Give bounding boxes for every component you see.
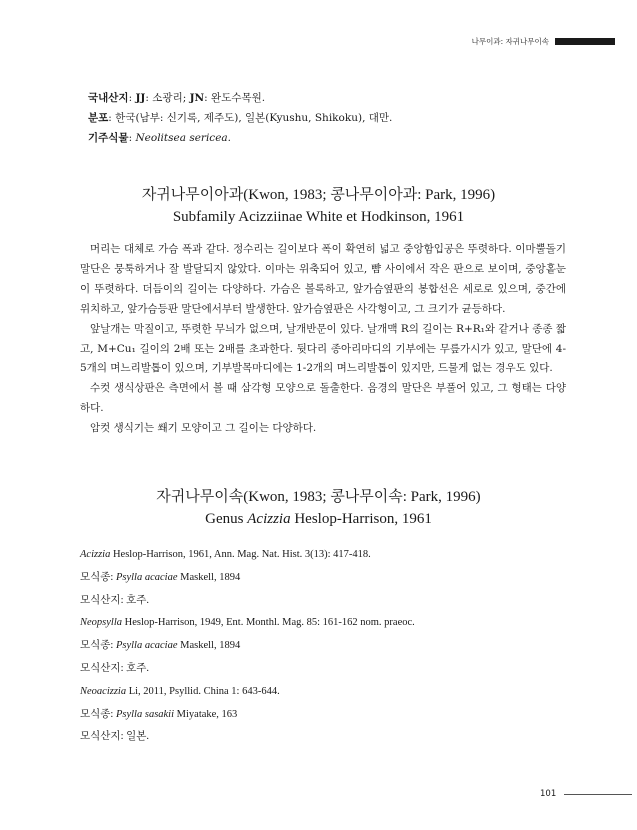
distribution-text: : 한국(남부: 신기록, 제주도), 일본(Kyushu, Shikoku), 대만. [108,112,393,124]
species-meta [88,88,392,148]
host-plant-line: 기주식물: Neolitsea sericea. [88,132,232,144]
running-head-bar [555,38,615,45]
type-locality-entry: 모식산지: 일본. [80,731,150,743]
running-head [472,36,615,47]
footer-rule [564,794,632,795]
synonym-entry: Neoacizzia Li, 2011, Psyllid. China 1: 643-644. [80,685,280,697]
synonym-entry: Neopsylla Heslop-Harrison, 1949, Ent. Monthl. Mag. 85: 161-162 nom. praeoc. [80,617,415,629]
host-plant-species: Neolitsea sericea [135,132,228,144]
genus-name: Acizzia [247,511,291,527]
synonym-entry: Acizzia Heslop-Harrison, 1961, Ann. Mag. Nat. Hist. 3(13): 417-418. [80,549,371,560]
host-plant-label: 기주식물 [88,132,129,144]
description-paragraph-female: 암컷 생식기는 쐐기 모양이고 그 길이는 다양하다. [90,422,317,435]
page-number: 101 [540,789,557,799]
type-species-entry: 모식종: Psylla acaciae Maskell, 1894 [80,571,241,583]
jj-text: : 소광리; [145,92,190,104]
jj-code: JJ [135,92,146,104]
subfamily-description [80,240,566,439]
distribution-label: 분포 [88,112,109,124]
type-locality-entry: 모식산지: 호주. [80,594,150,606]
distribution-line [88,108,392,128]
genus-title-english: Genus Acizzia Heslop-Harrison, 1961 [205,511,432,527]
description-paragraph-male: 수컷 생식상판은 측면에서 볼 때 삼각형 모양으로 돌출한다. 음경의 말단은 부풀어 있고, 그 형태는 다양하다. [80,382,566,415]
genus-title-korean: 자귀나무이속(Kwon, 1983; 콩나무이속: Park, 1996) [156,489,481,505]
running-head-text: 나무이과: 자귀나무이속 [471,37,549,46]
subfamily-title-korean: 자귀나무이아과(Kwon, 1983; 콩나무이아과: Park, 1996) [141,187,496,203]
jn-code: JN [189,92,205,104]
synonymy-list [80,544,415,749]
genus-heading [0,486,637,530]
type-species-entry: 모식종: Psylla acaciae Maskell, 1894 [80,640,241,652]
subfamily-title-english: Subfamily Acizziinae White et Hodkinson, 1961 [172,209,465,225]
description-paragraph-head: 머리는 대체로 가슴 폭과 같다. 정수리는 길이보다 폭이 확연히 넓고 중앙함입공은 뚜렷하다. 이마뿔돌기 말단은 뭉툭하거나 잘 발달되지 않았다. 이마는 위축되어 있고, 뺨 사이에서 작은 판으로 보이며, 중앙홑눈이 뚜렷하다. 더듬이의 길이는 다양하다. 가슴은 볼록하고, 앞가슴옆판의 봉합선은 세로로 있으며, 중간에 위치하고, 앞가슴등판 말단에서부터 발생한다. 앞가슴옆판은 사각형이고, 그 크기가 균등하다. [80,243,566,315]
type-species-entry: 모식종: Psylla sasakii Miyatake, 163 [80,708,238,720]
jn-text: : 완도수목원. [204,92,266,104]
subfamily-heading [0,184,637,228]
korean-locality-label: 국내산지 [88,92,129,104]
type-locality-entry: 모식산지: 호주. [80,662,150,674]
korean-locality-line: 국내산지: JJ: 소광리; JN: 완도수목원. [88,92,266,104]
page-footer [540,789,632,799]
description-paragraph-wings: 앞날개는 막질이고, 뚜렷한 무늬가 없으며, 날개반문이 있다. 날개맥 R의 길이는 R+R₁와 같거나 종종 짧고, M+Cu₁ 길이의 2배 또는 2배를 초과한다. 뒷다리 종아리마디의 기부에는 무릎가시가 있고, 말단에 4-5개의 며느리발톱이 있으며, 기부발목마디에는 1-2개의 며느리발톱이 있지만, 드물게 없는 경우도 있다. [80,322,566,375]
